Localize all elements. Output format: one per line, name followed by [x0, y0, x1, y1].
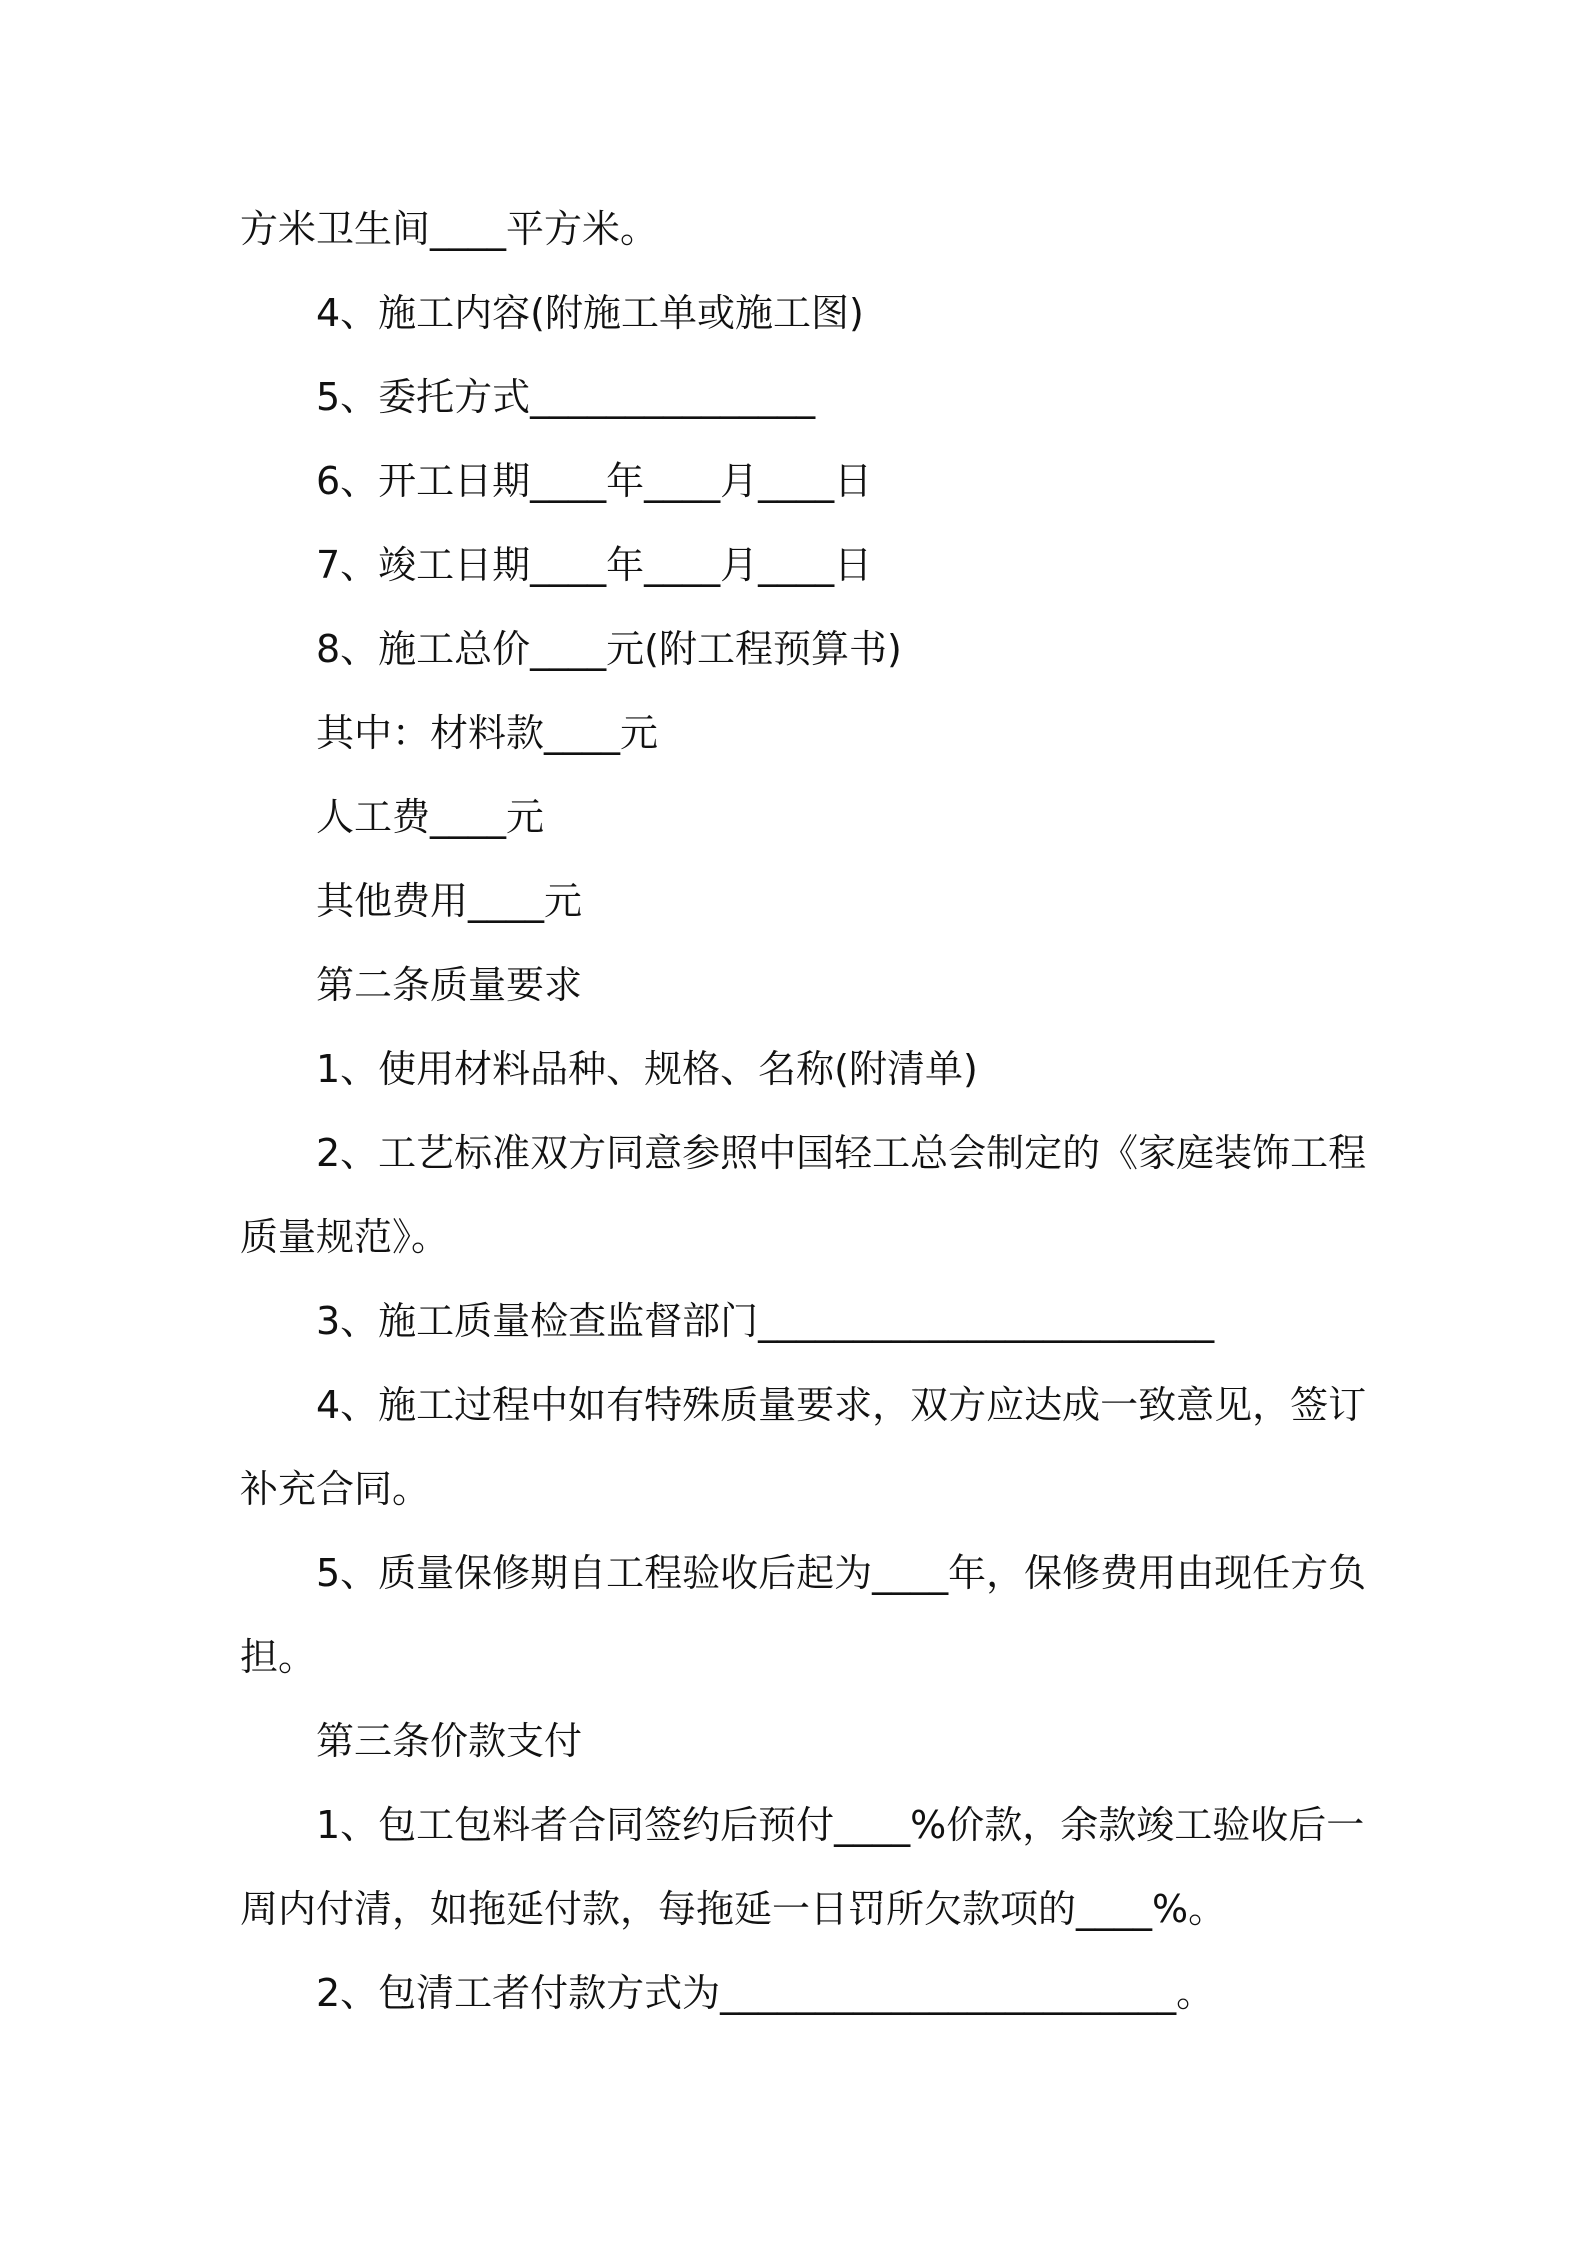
- text-line: 5、委托方式_______________: [316, 375, 816, 419]
- section-heading: 第三条价款支付: [316, 1719, 583, 1763]
- text-line: 方米卫生间____平方米。: [240, 207, 659, 251]
- text-line: 周内付清，如拖延付款，每拖延一日罚所欠款项的____%。: [240, 1887, 1227, 1931]
- text-line: 6、开工日期____年____月____日: [316, 459, 873, 503]
- section-heading: 第二条质量要求: [316, 963, 583, 1007]
- text-line: 3、施工质量检查监督部门________________________: [316, 1299, 1215, 1343]
- text-line: 4、施工过程中如有特殊质量要求，双方应达成一致意见，签订: [316, 1383, 1367, 1427]
- text-line: 人工费____元: [316, 795, 545, 839]
- text-line: 2、包清工者付款方式为________________________。: [316, 1971, 1215, 2015]
- text-line: 质量规范》。: [240, 1215, 450, 1259]
- text-line: 补充合同。: [240, 1467, 431, 1511]
- text-line: 4、施工内容(附施工单或施工图): [316, 291, 864, 335]
- text-line: 2、工艺标准双方同意参照中国轻工总会制定的《家庭装饰工程: [316, 1131, 1367, 1175]
- text-line: 8、施工总价____元(附工程预算书): [316, 627, 902, 671]
- text-line: 5、质量保修期自工程验收后起为____年，保修费用由现任方负: [316, 1551, 1367, 1595]
- text-line: 7、竣工日期____年____月____日: [316, 543, 873, 587]
- text-line: 担。: [240, 1635, 317, 1679]
- text-line: 1、包工包料者合同签约后预付____%价款，余款竣工验收后一: [316, 1803, 1365, 1847]
- text-line: 其他费用____元: [316, 879, 583, 923]
- text-line: 其中：材料款____元: [316, 711, 659, 755]
- text-line: 1、使用材料品种、规格、名称(附清单): [316, 1047, 978, 1091]
